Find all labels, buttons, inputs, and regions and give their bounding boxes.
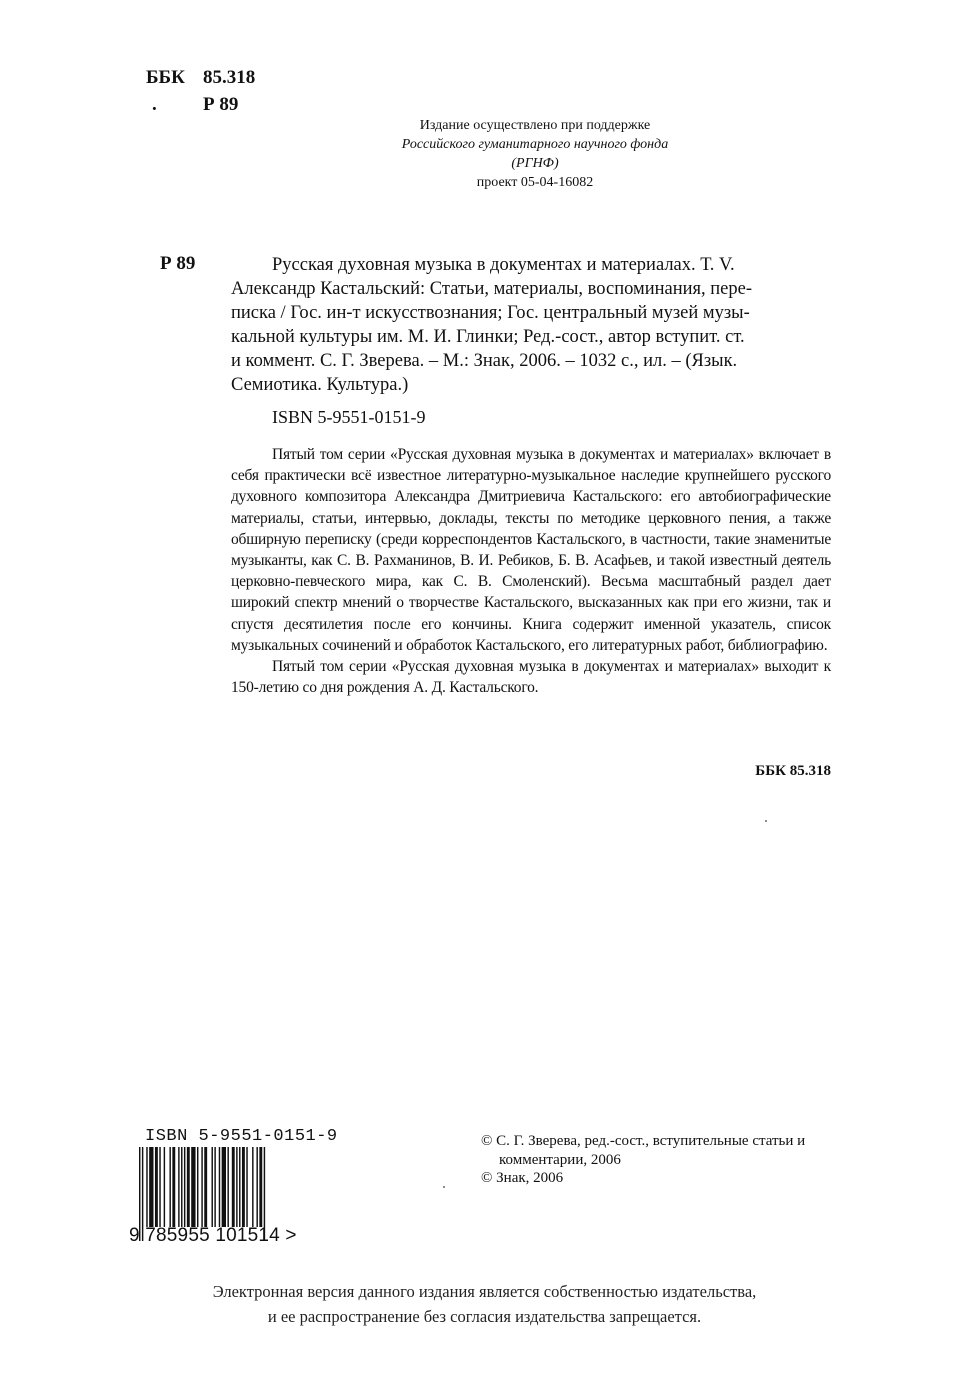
annotation bbox=[231, 444, 831, 698]
barcode-bar bbox=[187, 1147, 190, 1227]
barcode-bar bbox=[149, 1147, 153, 1227]
catalog-line: Русская духовная музыка в документах и материалах. Т. V. bbox=[272, 255, 735, 275]
support-line-4: проект 05-04-16082 bbox=[476, 175, 594, 190]
barcode-bar bbox=[246, 1147, 247, 1227]
barcode-bar bbox=[214, 1147, 215, 1227]
barcode-bar bbox=[201, 1147, 202, 1227]
support-line-1: Издание осуществлено при поддержке bbox=[419, 118, 651, 133]
annotation-bbk: ББК 85.318 bbox=[755, 763, 831, 779]
support-note bbox=[300, 116, 770, 192]
electronic-version-notice bbox=[0, 1279, 969, 1329]
barcode-bar bbox=[146, 1147, 147, 1227]
bbk-label: ББК bbox=[146, 67, 185, 88]
copyright-block bbox=[481, 1132, 841, 1188]
barcode-bar bbox=[204, 1147, 207, 1227]
barcode-bar bbox=[222, 1147, 226, 1227]
barcode-bar bbox=[232, 1147, 235, 1227]
catalog-line: Семиотика. Культура.) bbox=[231, 375, 409, 395]
annotation-paragraph-2: Пятый том серии «Русская духовная музыка в документах и материалах» выходит к 150-летию со дня рождения А. Д. Кастальского. bbox=[231, 658, 831, 697]
catalog-entry bbox=[231, 253, 831, 397]
barcode-bar bbox=[191, 1147, 195, 1227]
classification-block bbox=[146, 64, 255, 118]
copyright-line-2: комментарии, 2006 bbox=[499, 1151, 621, 1168]
barcode-bar bbox=[159, 1147, 160, 1227]
copyright-line-3: © Знак, 2006 bbox=[481, 1170, 564, 1186]
barcode-bar bbox=[181, 1147, 182, 1227]
author-mark: Р 89 bbox=[203, 94, 239, 115]
barcode-bar bbox=[219, 1147, 220, 1227]
barcode-bar bbox=[242, 1147, 245, 1227]
barcode-bar bbox=[236, 1147, 237, 1227]
barcode-bar bbox=[155, 1147, 158, 1227]
catalog-line: Александр Кастальский: Статьи, материалы, воспоминания, пере- bbox=[231, 279, 752, 299]
barcode-bar bbox=[172, 1147, 175, 1227]
notice-line-1: Электронная версия данного издания является собственностью издательства, bbox=[212, 1282, 757, 1301]
barcode-bar bbox=[184, 1147, 185, 1227]
barcode-bar bbox=[227, 1147, 228, 1227]
catalog-code: Р 89 bbox=[160, 253, 196, 274]
catalog-line: и коммент. С. Г. Зверева. – М.: Знак, 2006. – 1032 с., ил. – (Язык. bbox=[231, 351, 738, 371]
barcode-digits: 9 785955 101514 > bbox=[129, 1225, 297, 1246]
bbk-code: 85.318 bbox=[203, 67, 256, 88]
barcode-bar bbox=[256, 1147, 257, 1227]
barcode-bar bbox=[164, 1147, 165, 1227]
barcode-bar bbox=[239, 1147, 240, 1227]
catalog-line: кальной культуры им. М. И. Глинки; Ред.-сост., автор вступит. ст. bbox=[231, 327, 745, 347]
support-line-2: Российского гуманитарного научного фонда bbox=[401, 137, 669, 152]
copyright-line-1: © С. Г. Зверева, ред.-сост., вступительные статьи и bbox=[481, 1133, 806, 1149]
barcode-bar bbox=[212, 1147, 213, 1227]
barcode-bar bbox=[197, 1147, 198, 1227]
barcode-bar bbox=[169, 1147, 170, 1227]
support-line-3: (РГНФ) bbox=[511, 156, 559, 171]
annotation-paragraph-1: Пятый том серии «Русская духовная музыка в документах и материалах» включает в себя практически всё известное литературно-музыкальное наследие крупнейшего русского духовного композитора Александра Дмитриевича Кастальского: его автобиографические материалы, статьи, интервью, доклады, тексты по методике церковного пения, а также обширную переписку (среди корреспондентов Кастальского, в частности, такие знаменитые музыканты, как С. В. Рахманинов, В. И. Ребиков, Б. В. Асафьев, и такой известный деятель церковно-певческого мира, как С. В. Смоленский). Весьма масштабный раздел дает широкий спектр мнений о творчестве Кастальского, высказанных как при его жизни, так и спустя десятилетия после его кончины. Книга содержит именной указатель, список музыкальных сочинений и обработок Кастальского, его литературных работ, библиографию. bbox=[231, 446, 831, 654]
notice-line-2: и ее распространение без согласия издательства запрещается. bbox=[267, 1307, 702, 1326]
catalog-isbn: ISBN 5-9551-0151-9 bbox=[272, 407, 426, 427]
catalog-line: писка / Гос. ин-т искусствознания; Гос. центральный музей музы- bbox=[231, 303, 750, 323]
barcode-bar bbox=[252, 1147, 253, 1227]
barcode-isbn: ISBN 5-9551-0151-9 bbox=[145, 1127, 338, 1146]
barcode-bar bbox=[178, 1147, 179, 1227]
barcode-bar bbox=[259, 1147, 262, 1227]
speck-dot: . bbox=[152, 94, 157, 115]
